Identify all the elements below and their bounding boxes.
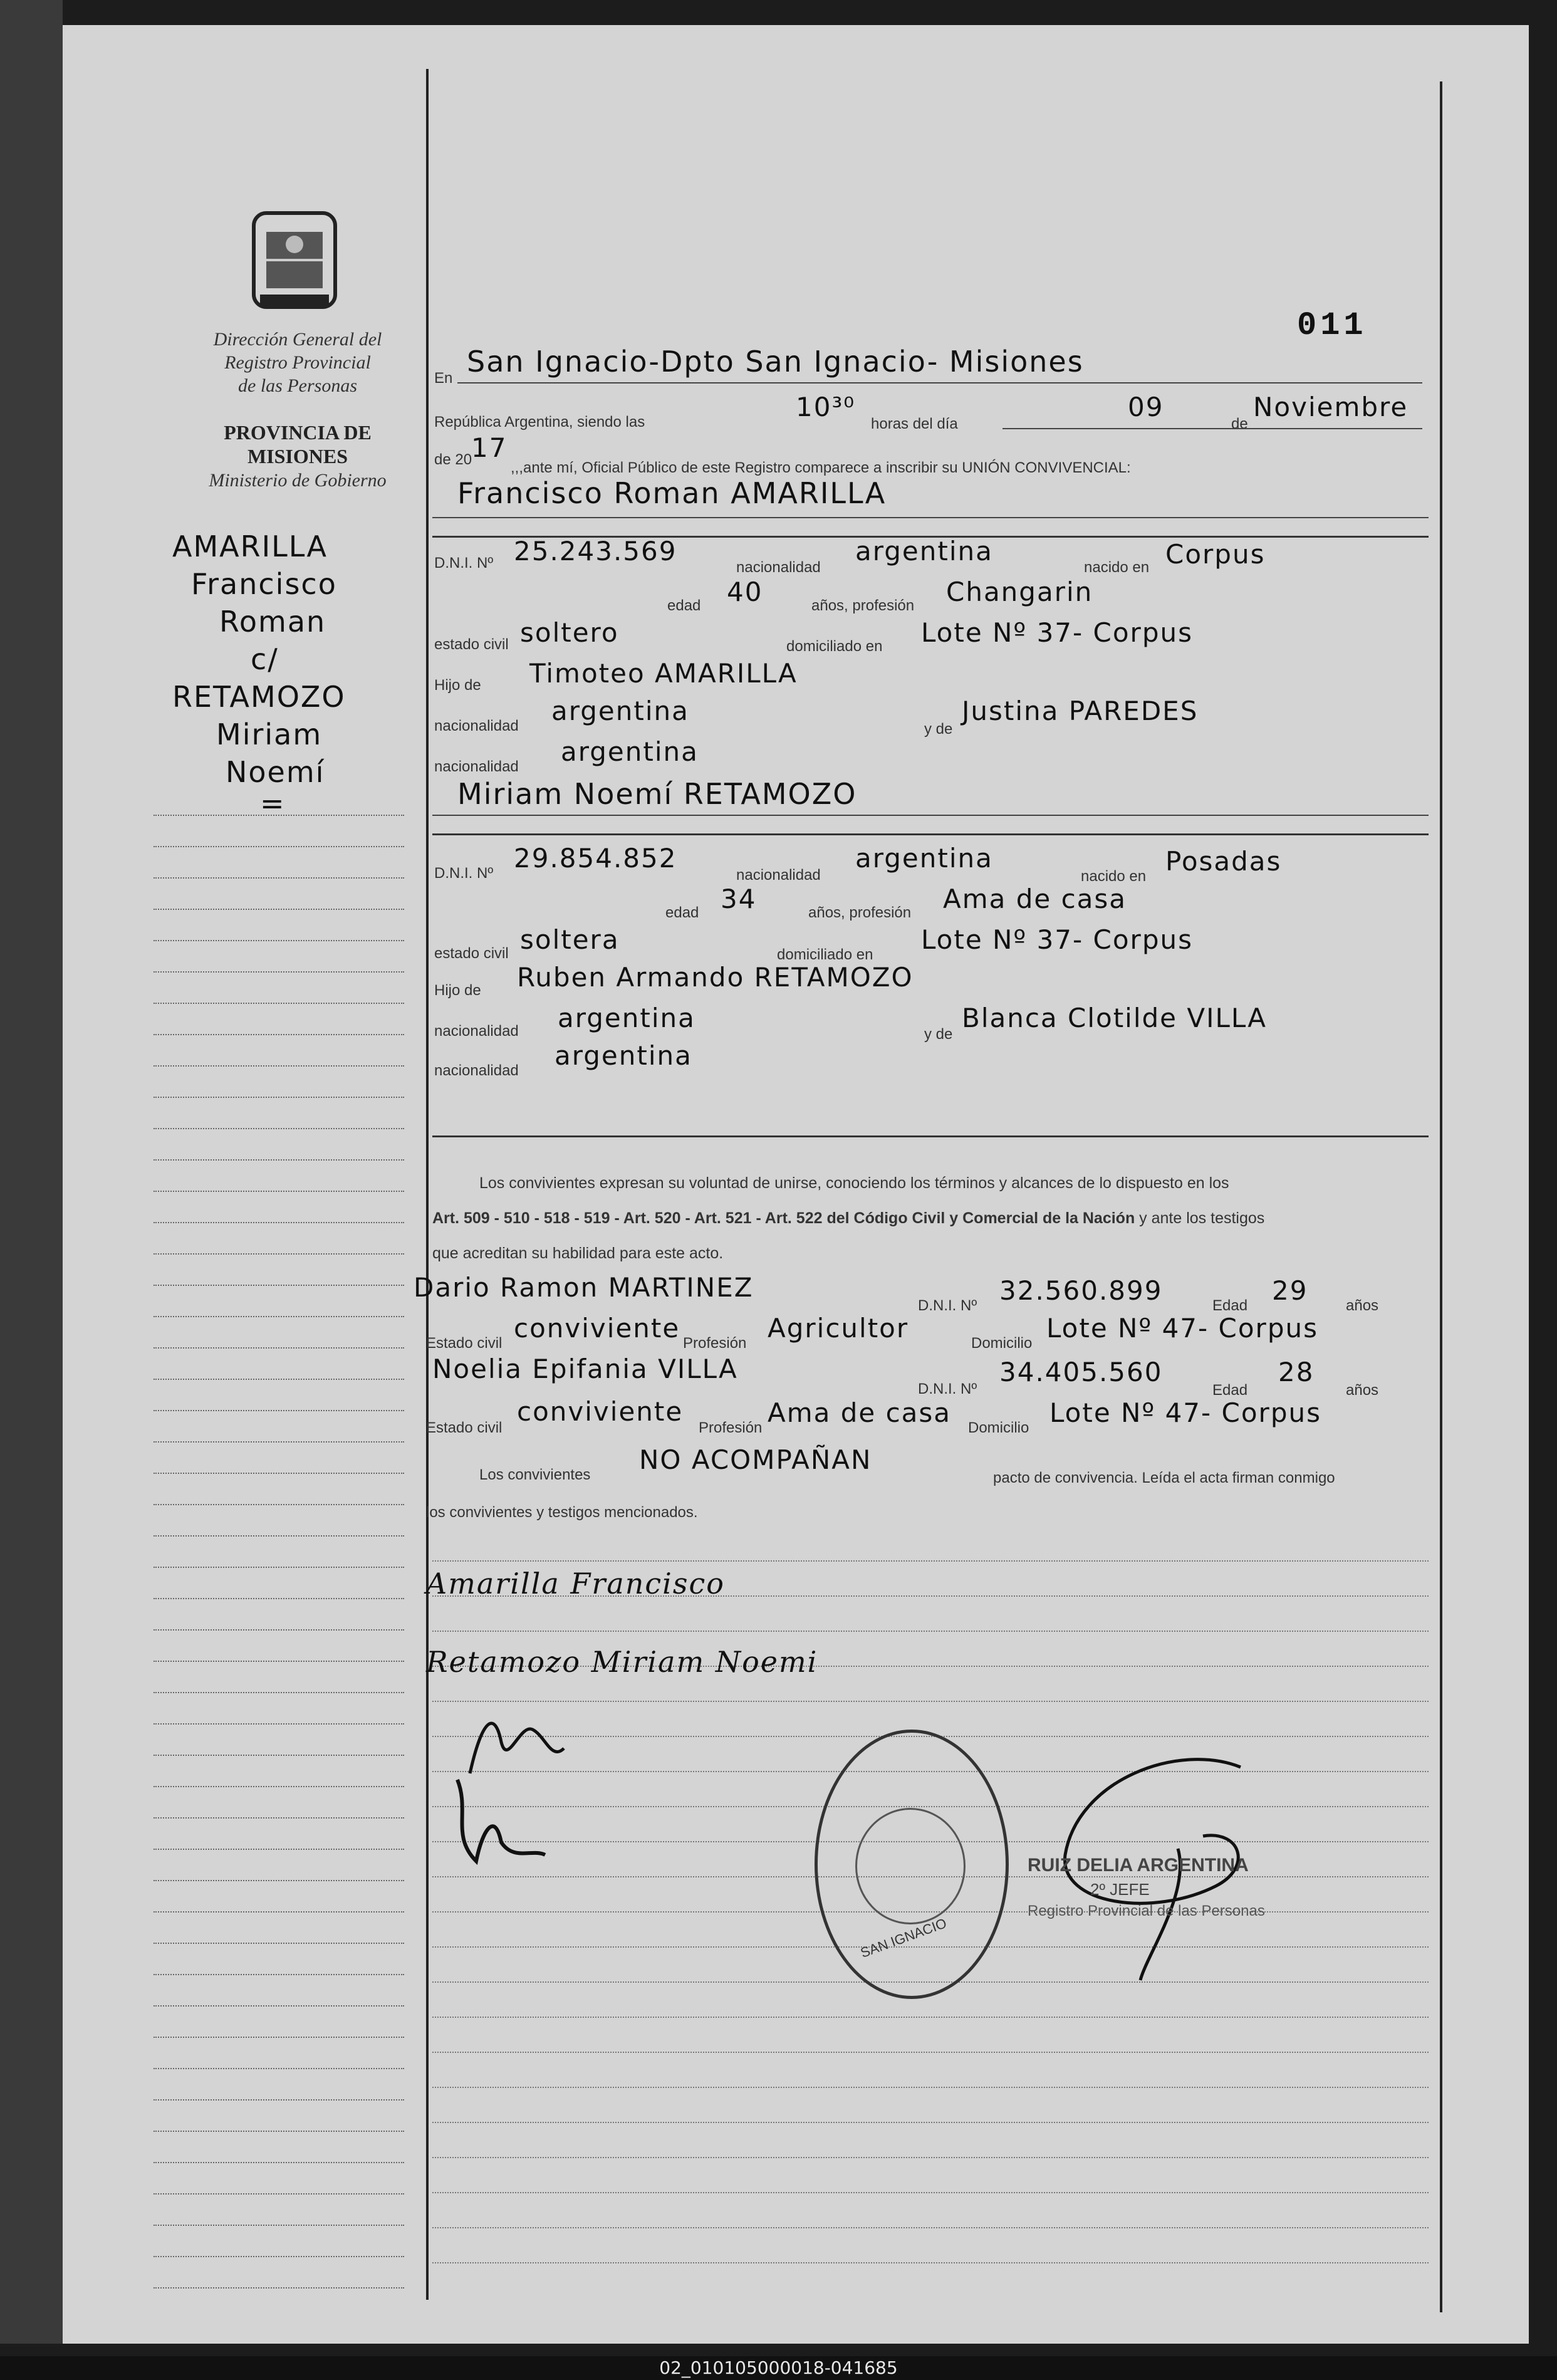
hijo-label: Hijo de <box>434 982 481 999</box>
margin-dotted-line <box>154 1880 404 1881</box>
person2-civil: soltera <box>520 924 620 955</box>
header-line-2: Registro Provincial <box>224 352 371 373</box>
nac-label: nacionalidad <box>736 559 821 576</box>
person2-father: Ruben Armando RETAMOZO <box>517 962 914 993</box>
margin-dotted-line <box>154 1347 404 1349</box>
witness-signature-2 <box>439 1773 551 1867</box>
civil-label: estado civil <box>434 945 509 962</box>
province-line-1: PROVINCIA DE <box>224 421 372 444</box>
prof-label: Profesión <box>699 1419 763 1436</box>
witness1-age: 29 <box>1272 1275 1308 1306</box>
witness2-profession: Ama de casa <box>768 1397 952 1428</box>
born-label: nacido en <box>1084 559 1150 576</box>
witness1-name: Dario Ramon MARTINEZ <box>414 1272 754 1303</box>
margin-dotted-line <box>154 1065 404 1067</box>
margin-dotted-line <box>154 1504 404 1505</box>
day: 09 <box>1128 392 1164 422</box>
dom-label: Domicilio <box>971 1335 1033 1352</box>
witness1-civil: conviviente <box>514 1313 680 1344</box>
person1-age: 40 <box>727 577 763 607</box>
margin-note-line: Francisco <box>191 567 337 601</box>
ruled-line <box>432 1631 1429 1632</box>
margin-dotted-line <box>154 1911 404 1913</box>
signature-retamozo: Retamozo Miriam Noemi <box>426 1645 818 1679</box>
nac-label: nacionalidad <box>434 718 519 734</box>
ruled-line <box>432 2087 1429 2088</box>
image-id-footer: 02_010105000018-041685 <box>0 2356 1557 2380</box>
stamp-emblem <box>855 1808 966 1924</box>
person2-nationality: argentina <box>855 843 993 874</box>
person2-born: Posadas <box>1165 846 1282 877</box>
years-label: años, profesión <box>808 904 912 921</box>
statement-articles: Art. 509 - 510 - 518 - 519 - Art. 520 - Art. 521 - Art. 522 del Código Civil y Comercial de la Nación <box>432 1209 1135 1227</box>
horas-label: horas del día <box>871 415 958 432</box>
margin-note-line: c/ <box>251 642 279 676</box>
margin-dotted-line <box>154 1034 404 1035</box>
month: Noviembre <box>1253 392 1409 422</box>
margin-dotted-line <box>154 846 404 847</box>
yde-label: y de <box>924 1026 953 1043</box>
years-label: años, profesión <box>811 597 915 614</box>
civil-label: estado civil <box>434 636 509 653</box>
margin-note-line: = <box>260 786 286 820</box>
witness2-dni: 34.405.560 <box>999 1357 1163 1387</box>
margin-dotted-line <box>154 2131 404 2132</box>
margin-dotted-line <box>154 1003 404 1004</box>
intro-text: ,,,ante mí, Oficial Público de este Registro comparece a inscribir su UNIÓN CONVIVENCIAL: <box>511 459 1131 476</box>
margin-dotted-line <box>154 1974 404 1975</box>
margin-dotted-line <box>154 1817 404 1819</box>
person1-born: Corpus <box>1165 539 1266 570</box>
margin-dotted-line <box>154 2099 404 2101</box>
person1-name: Francisco Roman AMARILLA <box>457 476 887 510</box>
folio-number: 011 <box>1297 307 1367 344</box>
margin-dotted-line <box>154 1441 404 1443</box>
pact-tail-2: los convivientes y testigos mencionados. <box>426 1504 698 1521</box>
age-label: edad <box>665 904 699 921</box>
age-label: Edad <box>1212 1382 1248 1399</box>
margin-note-line: RETAMOZO <box>172 680 346 714</box>
person1-mother: Justina PAREDES <box>962 696 1199 726</box>
person1-nationality: argentina <box>855 536 993 566</box>
age-label: Edad <box>1212 1297 1248 1314</box>
years-label: años <box>1346 1297 1379 1314</box>
years-label: años <box>1346 1382 1379 1399</box>
official-role: 2º JEFE <box>1090 1880 1150 1899</box>
section-rule <box>432 833 1429 835</box>
place-line <box>457 382 1422 384</box>
margin-dotted-line <box>154 1535 404 1537</box>
margin-dotted-line <box>154 1379 404 1380</box>
left-column-rule <box>426 69 429 2300</box>
prof-label: Profesión <box>683 1335 747 1352</box>
margin-dotted-line <box>154 2287 404 2289</box>
margin-dotted-line <box>154 1943 404 1944</box>
witness2-civil: conviviente <box>517 1396 684 1427</box>
margin-dotted-line <box>154 940 404 941</box>
ruled-line <box>432 2017 1429 2018</box>
witness2-domicile: Lote Nº 47- Corpus <box>1049 1397 1321 1428</box>
age-label: edad <box>667 597 701 614</box>
registry-stamp <box>815 1730 1009 1999</box>
pact-tail: pacto de convivencia. Leída el acta firman conmigo <box>993 1469 1335 1486</box>
person2-name: Miriam Noemí RETAMOZO <box>457 777 857 811</box>
nac-label: nacionalidad <box>434 1023 519 1040</box>
margin-dotted-line <box>154 2162 404 2163</box>
statement <box>432 1166 1422 1271</box>
margin-dotted-line <box>154 1253 404 1255</box>
stamp-city: SAN IGNACIO <box>858 1915 949 1961</box>
margin-dotted-line <box>154 2005 404 2007</box>
name-line <box>432 815 1429 816</box>
right-column-rule <box>1440 81 1442 2312</box>
ruled-line <box>432 2227 1429 2228</box>
pact-value: NO ACOMPAÑAN <box>639 1444 872 1475</box>
margin-note-line: AMARILLA <box>172 530 328 563</box>
margin-dotted-line <box>154 909 404 910</box>
pact-label: Los convivientes <box>479 1466 591 1483</box>
person1-civil: soltero <box>520 617 619 648</box>
margin-dotted-line <box>154 1849 404 1850</box>
dom-label: Domicilio <box>968 1419 1029 1436</box>
dni-label: D.N.I. Nº <box>434 555 494 572</box>
person1-mother-nat: argentina <box>561 736 699 767</box>
margin-dotted-line <box>154 877 404 879</box>
margin-dotted-line <box>154 2193 404 2195</box>
ministry: Ministerio de Gobierno <box>209 470 387 491</box>
yde-label: y de <box>924 721 953 738</box>
name-line <box>432 517 1429 518</box>
ruled-line <box>432 2157 1429 2158</box>
person1-profession: Changarin <box>946 577 1093 607</box>
margin-note-line: Miriam <box>216 718 323 751</box>
statement-line-1: Los convivientes expresan su voluntad de unirse, conociendo los términos y alcances de lo dispuesto en los <box>479 1174 1229 1192</box>
section-rule <box>432 1135 1429 1137</box>
margin-note-line: Noemí <box>226 755 325 789</box>
margin-dotted-line <box>154 1473 404 1474</box>
margin-dotted-line <box>154 2256 404 2257</box>
margin-dotted-line <box>154 1723 404 1725</box>
en-label: En <box>434 370 453 387</box>
de-label: de <box>1231 415 1248 432</box>
margin-dotted-line <box>154 1629 404 1631</box>
person1-father-nat: argentina <box>551 696 689 726</box>
margin-dotted-line <box>154 1598 404 1599</box>
person2-mother-nat: argentina <box>555 1040 692 1071</box>
ruled-line <box>432 2122 1429 2123</box>
binding-edge <box>0 0 63 2344</box>
person1-dni: 25.243.569 <box>514 536 677 566</box>
margin-dotted-line <box>154 1285 404 1286</box>
witness2-name: Noelia Epifania VILLA <box>432 1354 738 1384</box>
official-registry: Registro Provincial de las Personas <box>1028 1902 1265 1919</box>
dni-label: D.N.I. Nº <box>434 865 494 882</box>
person1-domicile: Lote Nº 37- Corpus <box>921 617 1193 648</box>
margin-dotted-line <box>154 1692 404 1693</box>
statement-line-2 <box>432 1201 1422 1236</box>
dni-label: D.N.I. Nº <box>918 1381 977 1397</box>
republica-label: República Argentina, siendo las <box>434 414 645 431</box>
dom-label: domiciliado en <box>786 638 883 655</box>
margin-dotted-line <box>154 1410 404 1411</box>
ruled-line <box>432 1560 1429 1562</box>
hijo-label: Hijo de <box>434 677 481 694</box>
header-line-3: de las Personas <box>238 375 357 396</box>
margin-dotted-line <box>154 1128 404 1129</box>
margin-dotted-line <box>154 1316 404 1317</box>
person1-father: Timoteo AMARILLA <box>529 658 798 689</box>
civil-label: Estado civil <box>426 1335 503 1352</box>
ruled-line <box>432 2052 1429 2053</box>
born-label: nacido en <box>1081 868 1147 885</box>
ruled-line <box>432 2262 1429 2263</box>
province-line-2: MISIONES <box>247 445 348 467</box>
ruled-line <box>432 2192 1429 2193</box>
signature-amarilla: Amarilla Francisco <box>426 1567 725 1600</box>
crest-logo <box>247 207 341 313</box>
margin-dotted-line <box>154 1222 404 1223</box>
person2-age: 34 <box>721 884 757 914</box>
margin-dotted-line <box>154 1097 404 1098</box>
witness1-dni: 32.560.899 <box>999 1275 1163 1306</box>
date-line <box>1002 428 1422 429</box>
statement-tail: y ante los testigos <box>1135 1209 1265 1227</box>
witness1-profession: Agricultor <box>768 1313 909 1344</box>
place: San Ignacio-Dpto San Ignacio- Misiones <box>467 345 1084 378</box>
margin-dotted-line <box>154 2225 404 2226</box>
witness1-domicile: Lote Nº 47- Corpus <box>1046 1313 1318 1344</box>
header-line-1: Dirección General del <box>213 329 382 350</box>
dom-label: domiciliado en <box>777 946 873 963</box>
person2-dni: 29.854.852 <box>514 843 677 874</box>
person2-father-nat: argentina <box>558 1003 695 1033</box>
margin-dotted-line <box>154 1159 404 1161</box>
official-name: RUIZ DELIA ARGENTINA <box>1028 1855 1249 1876</box>
nac-label: nacionalidad <box>434 758 519 775</box>
civil-label: Estado civil <box>426 1419 503 1436</box>
margin-dotted-line <box>154 1786 404 1787</box>
dni-label: D.N.I. Nº <box>918 1297 977 1314</box>
statement-line-3: que acreditan su habilidad para este acto. <box>432 1245 724 1262</box>
margin-dotted-line <box>154 1661 404 1662</box>
nac-label: nacionalidad <box>736 867 821 884</box>
witness2-age: 28 <box>1278 1357 1315 1387</box>
margin-dotted-line <box>154 2037 404 2038</box>
margin-dotted-line <box>154 1191 404 1192</box>
margin-dotted-line <box>154 1755 404 1756</box>
margin-dotted-line <box>154 2068 404 2069</box>
margin-dotted-line <box>154 1567 404 1568</box>
person2-domicile: Lote Nº 37- Corpus <box>921 924 1193 955</box>
margin-note-line: Roman <box>219 605 326 639</box>
hour: 10³⁰ <box>796 392 856 422</box>
ruled-line <box>432 1701 1429 1702</box>
year-suffix: 17 <box>471 432 508 463</box>
person2-mother: Blanca Clotilde VILLA <box>962 1003 1267 1033</box>
margin-dotted-line <box>154 971 404 973</box>
year-prefix: de 20 <box>434 451 472 468</box>
person2-profession: Ama de casa <box>943 884 1127 914</box>
nac-label: nacionalidad <box>434 1062 519 1079</box>
